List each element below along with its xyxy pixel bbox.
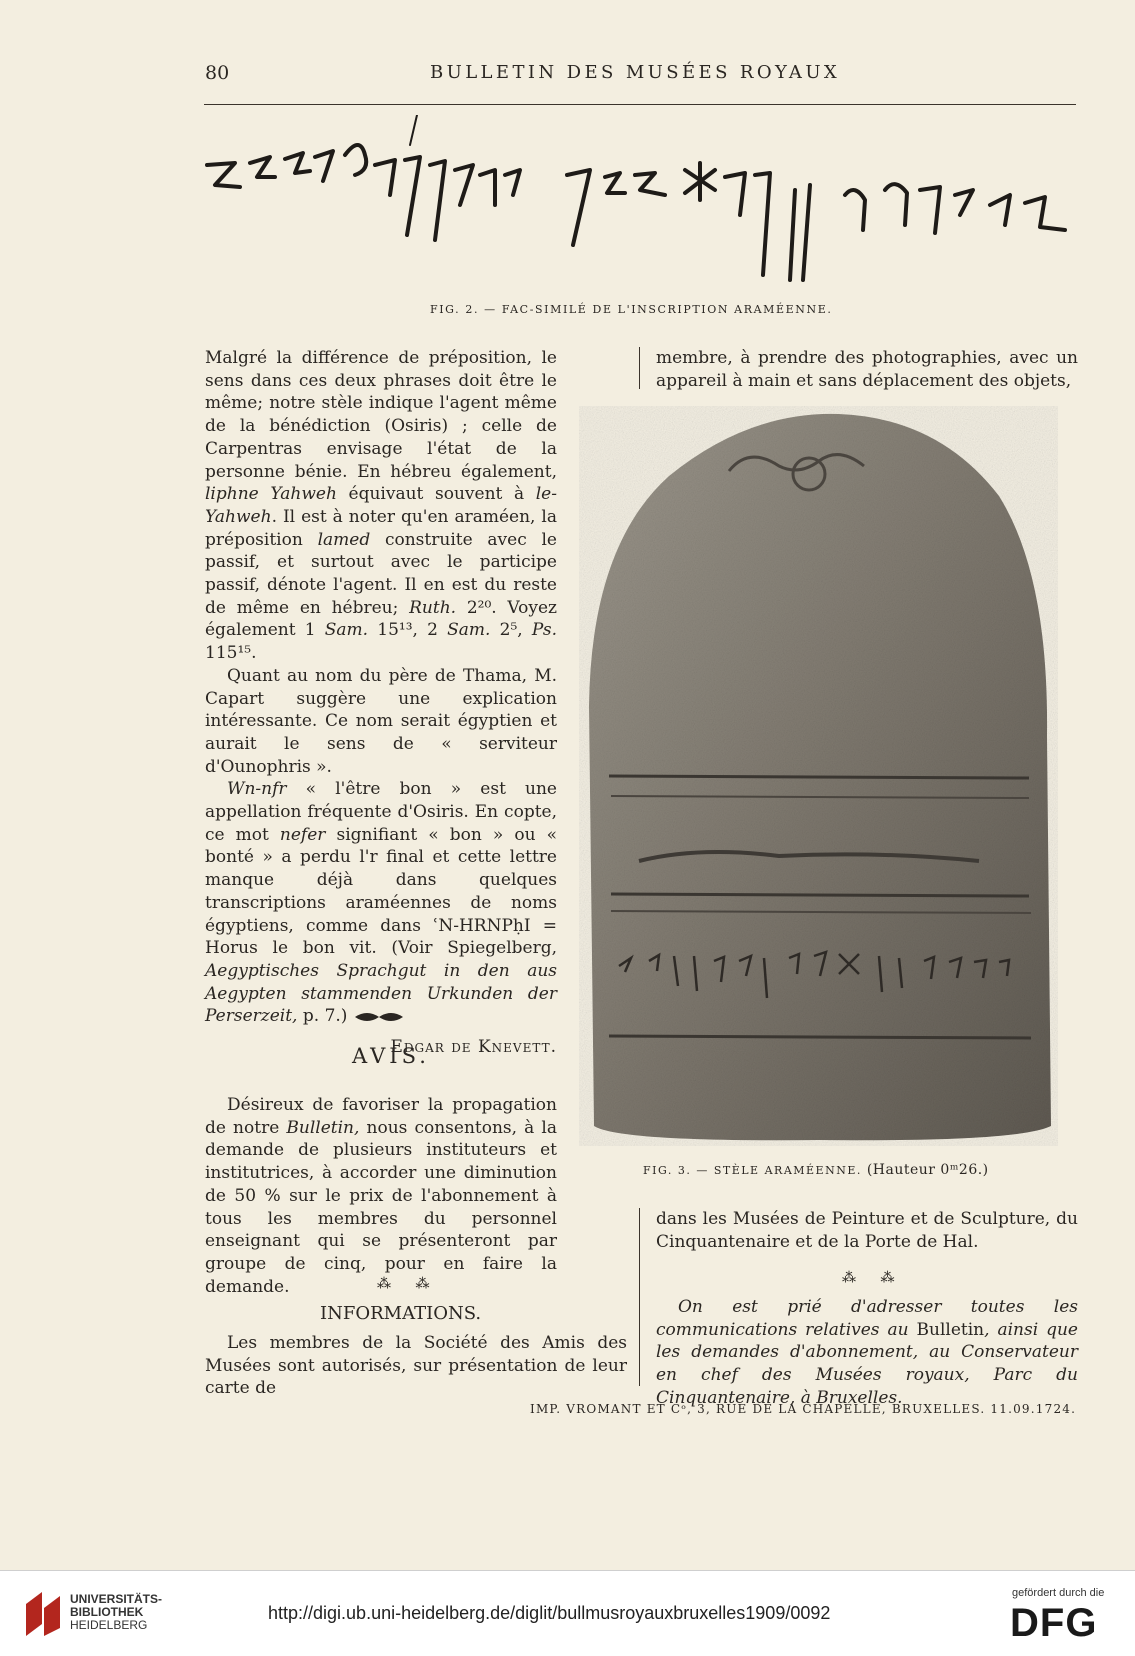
paragraph-wn-nfr: Wn-nfr « l'être bon » est une appellation fréquente d'Osiris. En copte, ce mot nefer signifiant « bon » ou « bonté » a perdu l'r final et cette lettre manque déjà dans quelques transcriptions araméennes de noms égyptiens, comme dans ʿN-HRNPḥI = Horus le bon vit. (Voir Spiegelberg, Aegyptisches Sprachgut in den aus Aegypten stammenden Urkunden der Perserzeit, p. 7.) [205, 779, 557, 1027]
printer-imprint: IMP. VROMANT ET Cᵒ, 3, RUE DE LA CHAPELLE, BRUXELLES. 11.09.1724. [530, 1402, 1077, 1416]
paragraph-preposition: Malgré la différence de préposition, le sens dans ces deux phrases doit être le même; notre stèle indique l'agent même de la bénédiction (Osiris) ; celle de Carpentras envisage l'état de la personne bénie. En hébreu également, liphne Yahweh équivaut souvent à le-Yahweh. Il est à noter qu'en araméen, la préposition lamed construite avec le passif, et surtout avec le participe passif, dénote l'agent. Il en est du reste de même en hébreu; Ruth. 2²⁰. Voyez également 1 Sam. 15¹³, 2 Sam. 2⁵, Ps. 115¹⁵. [205, 348, 558, 664]
subscription-notice: On est prié d'adresser toutes les communications relatives au Bulletin, ainsi que les demandes d'abonnement, au Conservateur en chef des Musées royaux, Parc du Cinquantenaire, à Bruxelles. [656, 1297, 1078, 1408]
notice-divider-stars: ⁂ ⁂ [842, 1270, 905, 1286]
university-library-logo-icon [22, 1586, 64, 1641]
source-url-link[interactable]: http://digi.ub.uni-heidelberg.de/diglit/bullmusroyauxbruxelles1909/0092 [268, 1603, 831, 1623]
avis-heading: AVIS. [352, 1044, 430, 1068]
page-number: 80 [205, 62, 230, 84]
column-rule-top [639, 347, 640, 389]
right-column-top-text: membre, à prendre des photographies, avec un appareil à main et sans déplacement des objets, [656, 348, 1078, 391]
left-column-text [205, 347, 557, 1059]
stele-photograph [579, 406, 1058, 1146]
museums-text: dans les Musées de Peinture et de Sculpture, du Cinquantenaire et de la Porte de Hal. [656, 1209, 1078, 1252]
fig2-caption: FIG. 2. — FAC-SIMILÉ DE L'INSCRIPTION ARAMÉENNE. [430, 303, 833, 316]
column-rule-bottom [639, 1208, 640, 1386]
informations-heading: INFORMATIONS. [320, 1303, 482, 1324]
header-rule [204, 104, 1076, 105]
funding-label: gefördert durch die [1012, 1587, 1105, 1599]
running-title: BULLETIN DES MUSÉES ROYAUX [430, 62, 841, 83]
library-name: UNIVERSITÄTS- BIBLIOTHEK HEIDELBERG [70, 1592, 163, 1632]
digitization-footer [0, 1570, 1135, 1656]
paragraph-thama: Quant au nom du père de Thama, M. Capart suggère une explication intéressante. Ce nom serait égyptien et aurait le sens de « serviteur d'Ounophris ». [205, 665, 557, 777]
aramaic-inscription-facsimile [195, 115, 1075, 295]
fig3-caption: FIG. 3. — STÈLE ARAMÉENNE. (Hauteur 0ᵐ26.) [643, 1162, 989, 1178]
section-divider-stars: ⁂ ⁂ [377, 1276, 440, 1292]
avis-text: Désireux de favoriser la propagation de notre Bulletin, nous consentons, à la demande de plusieurs instituteurs et institutrices, à accorder une diminution de 50 % sur le prix de l'abonnement à tous les membres du personnel enseignant qui se présenteront par groupe de cinq, pour en faire la demande. [205, 1095, 558, 1297]
decorative-ornament-icon [355, 1009, 403, 1025]
author-signature: Edgar de Knevett. [390, 1037, 557, 1058]
informations-text: Les membres de la Société des Amis des Musées sont autorisés, sur présentation de leur carte de [205, 1333, 627, 1399]
dfg-logo: DFG [1010, 1601, 1098, 1645]
